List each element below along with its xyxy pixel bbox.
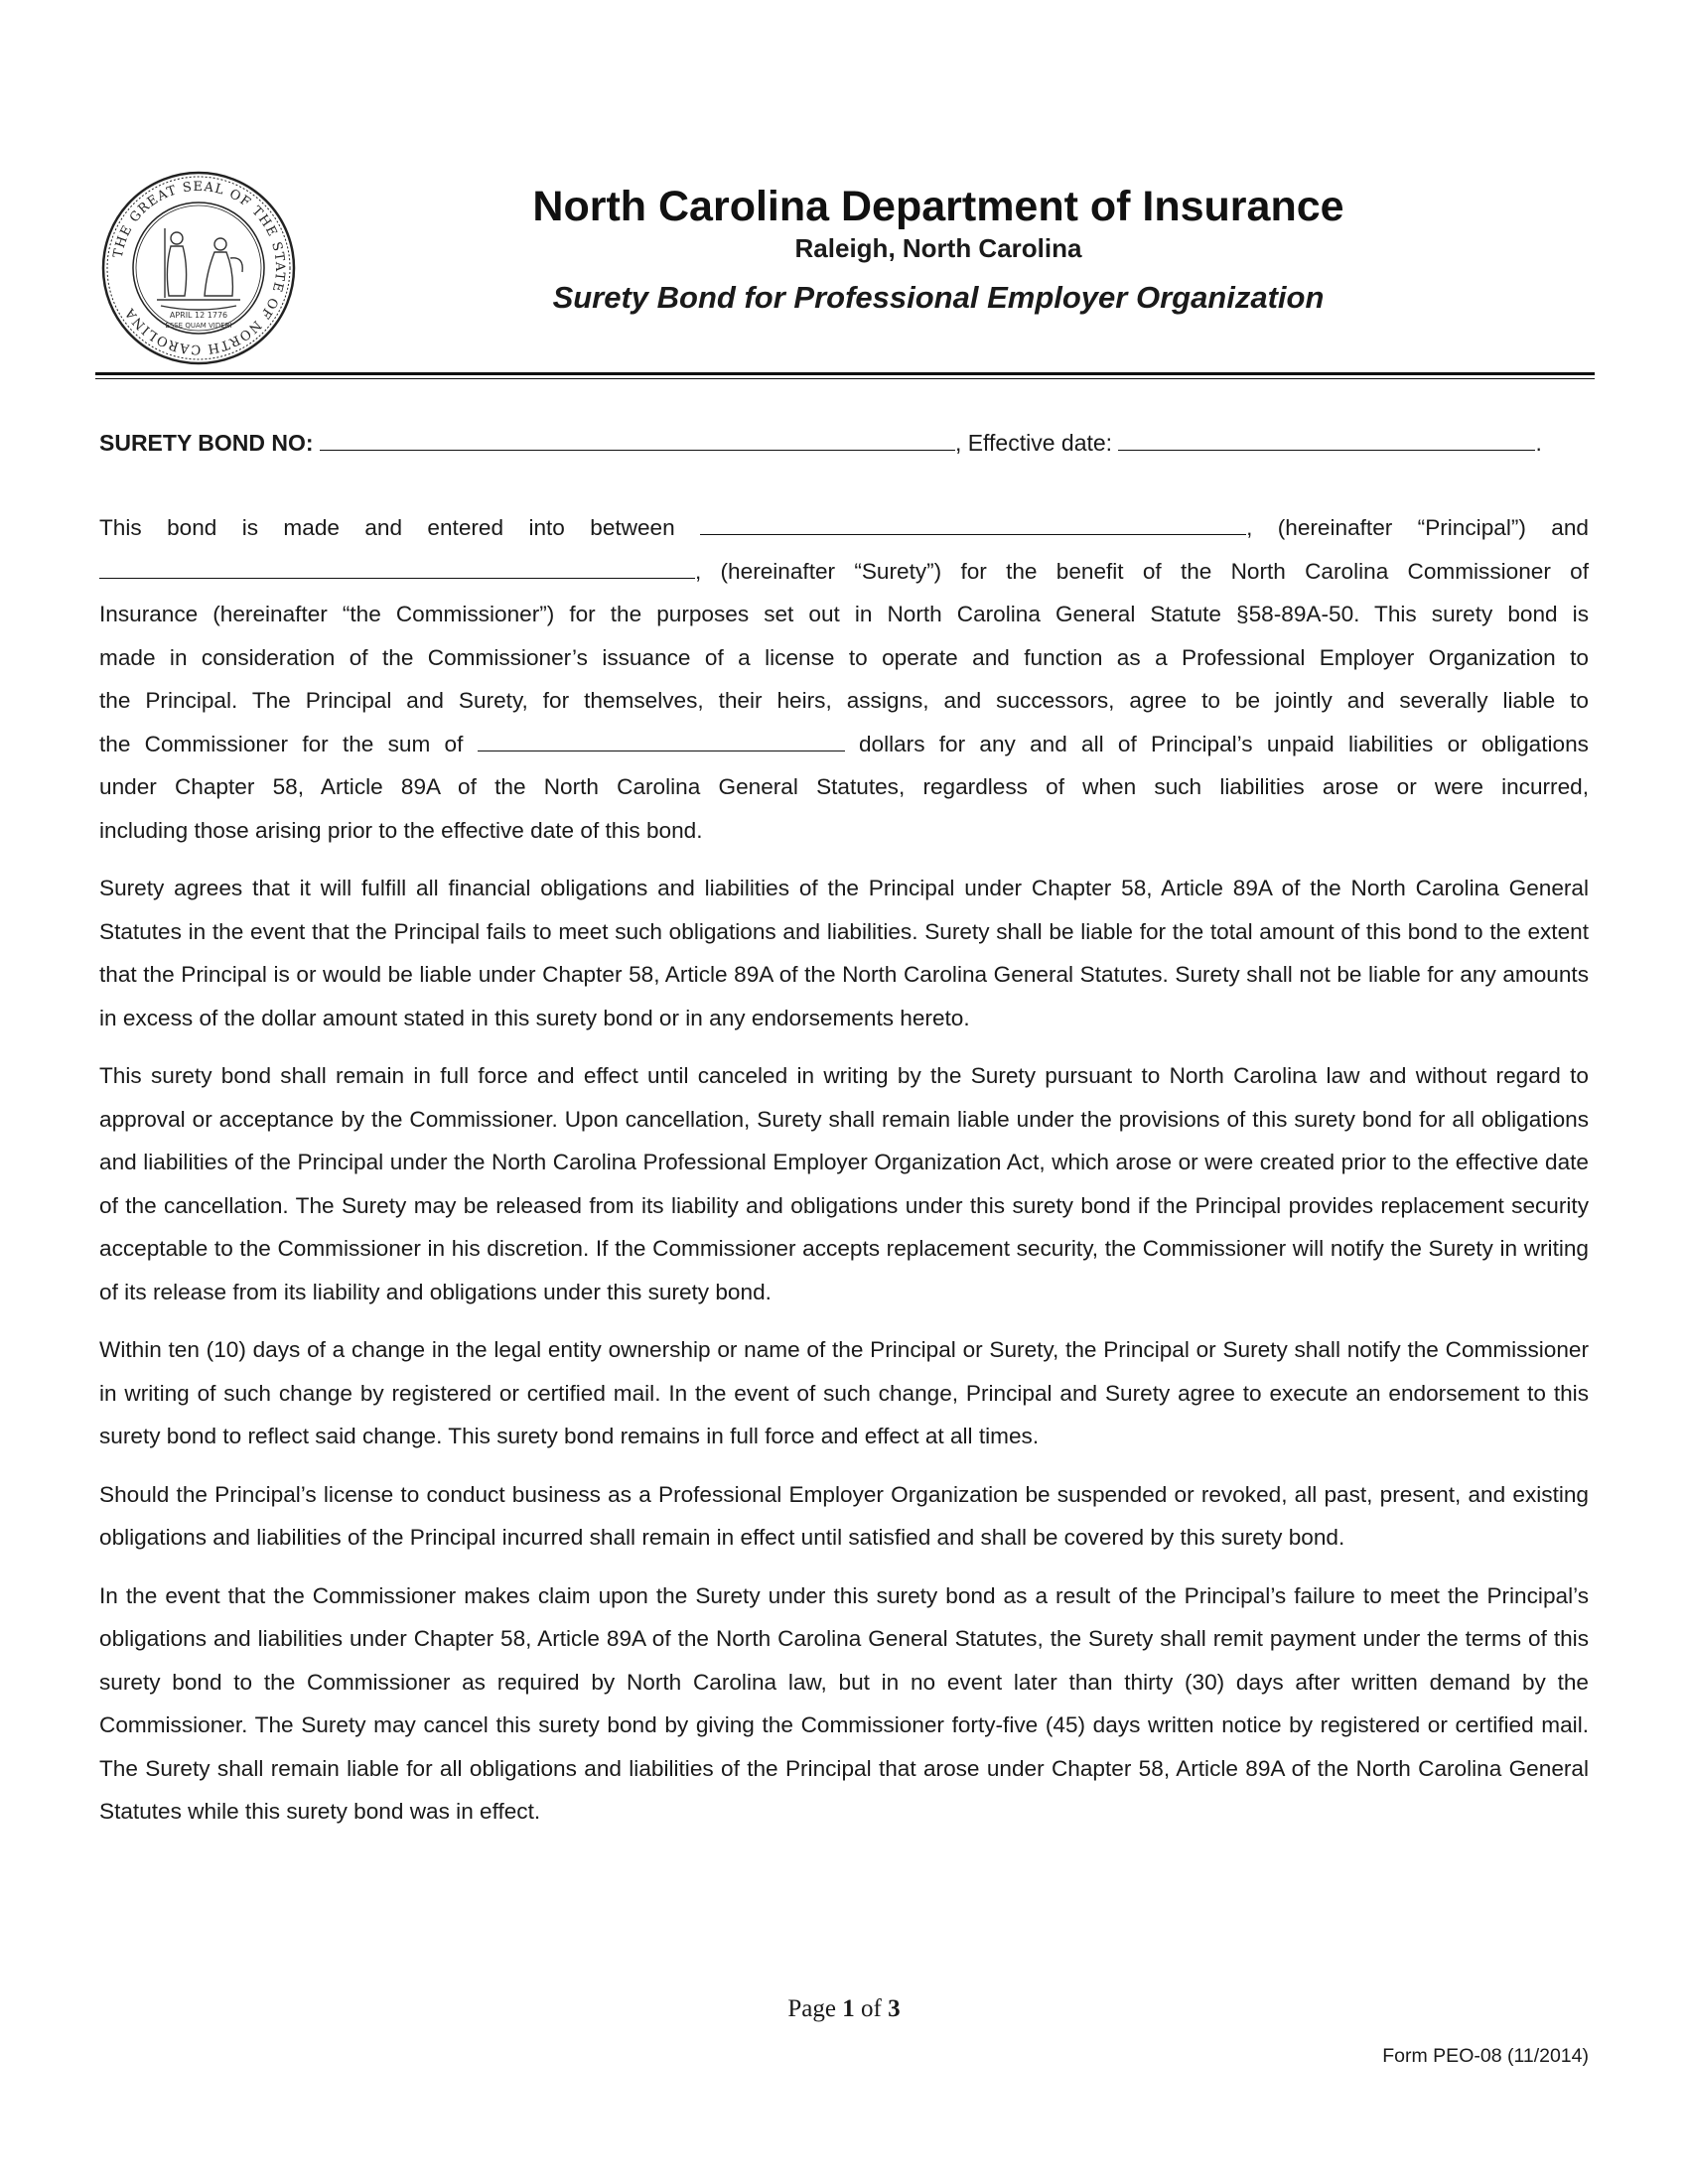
principal-name-field[interactable] <box>700 510 1246 535</box>
paragraph-cancellation: This surety bond shall remain in full force and effect until canceled in writing by the Surety pursuant to North Carolina law and without regard to approval or acceptance by the Commissioner. Upon cancellation, Surety shall remain liable under the provisions of this surety bond for all obligations and liabilities of the Principal under the North Carolina Professional Employer Organization Act, which arose or were created prior to the effective date of the cancellation. The Surety may be released from its liability and obligations under this surety bond if the Principal provides replacement security acceptable to the Commissioner in his discretion. If the Commissioner accepts replacement security, the Commissioner will notify the Surety in writing of its release from its liability and obligations under this surety bond. <box>99 1063 1589 1304</box>
text-line: Insurance (hereinafter “the Commissioner”) for the purposes set out in North Carolina General Statute §58-89A-50. This surety bond is <box>99 602 1589 626</box>
effective-date-field[interactable] <box>1118 426 1535 451</box>
page-current: 1 <box>842 1995 855 2022</box>
text-line: under Chapter 58, Article 89A of the North Carolina General Statutes, regardless of when such liabilities arose or were incurred, <box>99 774 1589 799</box>
paragraph-change-notice: Within ten (10) days of a change in the legal entity ownership or name of the Principal or Surety, the Principal or Surety shall notify the Commissioner in writing of such change by registered or certified mail. In the event of such change, Principal and Surety agree to execute an endorsement to this surety bond to reflect said change. This surety bond remains in full force and effect at all times. <box>99 1337 1589 1448</box>
page-number <box>0 1995 1688 2023</box>
svg-text:ESSE QUAM VIDERI: ESSE QUAM VIDERI <box>165 322 232 330</box>
bond-line-end: . <box>1535 430 1542 456</box>
bond-amount-field[interactable] <box>478 727 845 751</box>
department-location: Raleigh, North Carolina <box>794 233 1082 263</box>
text-line <box>99 506 1589 550</box>
text-line: including those arising prior to the effective date of this bond. <box>99 817 703 843</box>
text-line <box>99 723 1589 766</box>
surety-name-field[interactable] <box>99 554 695 579</box>
header-divider-thick <box>95 372 1595 375</box>
text-line: the Principal. The Principal and Surety, for themselves, their heirs, assigns, and successors, agree to be jointly and severally liable to <box>99 688 1589 713</box>
text-fragment: the Commissioner for the sum of <box>99 731 464 756</box>
page-total: 3 <box>888 1995 901 2022</box>
surety-bond-no-field[interactable] <box>320 426 955 451</box>
form-identifier: Form PEO-08 (11/2014) <box>1382 2045 1589 2067</box>
document-type-title: Surety Bond for Professional Employer Organization <box>552 280 1325 315</box>
text-line <box>99 550 1589 594</box>
page-of: of <box>861 1995 882 2022</box>
page-word: Page <box>787 1995 837 2022</box>
paragraph-parties <box>99 506 1589 852</box>
text-line: made in consideration of the Commissioner’s issuance of a license to operate and function as a Professional Employer Organization to <box>99 644 1589 670</box>
paragraph-license-revocation: Should the Principal’s license to conduct business as a Professional Employer Organization be suspended or revoked, all past, present, and existing obligations and liabilities of the Principal incurred shall remain in effect until satisfied and shall be covered by this surety bond. <box>99 1481 1589 1550</box>
text-fragment: dollars for any and all of Principal’s unpaid liabilities or obligations <box>858 731 1589 756</box>
document-header <box>328 181 1549 318</box>
effective-date-label: , Effective date: <box>954 430 1113 456</box>
header-divider-thin <box>95 378 1595 379</box>
text-fragment: , (hereinafter “Surety”) for the benefit of the North Carolina Commissioner of <box>695 558 1589 584</box>
svg-text:APRIL 12 1776: APRIL 12 1776 <box>169 311 228 320</box>
text-fragment: This bond is made and entered into between <box>99 515 675 540</box>
great-seal-of-north-carolina-logo <box>99 169 298 367</box>
paragraph-surety-obligations: Surety agrees that it will fulfill all financial obligations and liabilities of the Principal under Chapter 58, Article 89A of the North Carolina General Statutes in the event that the Principal fails to meet such obligations and liabilities. Surety shall be liable for the total amount of this bond to the extent that the Principal is or would be liable under Chapter 58, Article 89A of the North Carolina General Statutes. Surety shall not be liable for any amounts in excess of the dollar amount stated in this surety bond or in any endorsements hereto. <box>99 876 1589 1030</box>
department-title: North Carolina Department of Insurance <box>532 183 1344 230</box>
surety-bond-no-label: SURETY BOND NO: <box>99 430 314 456</box>
text-fragment: , (hereinafter “Principal”) and <box>1246 515 1589 540</box>
paragraph-claims: In the event that the Commissioner makes claim upon the Surety under this surety bond as a result of the Principal’s failure to meet the Principal’s obligations and liabilities under Chapter 58, Article 89A of the North Carolina General Statutes, the Surety shall remit payment under the terms of this surety bond to the Commissioner as required by North Carolina law, but in no event later than thirty (30) days after written demand by the Commissioner. The Surety may cancel this surety bond by giving the Commissioner forty-five (45) days written notice by registered or certified mail. The Surety shall remain liable for all obligations and liabilities of the Principal that arose under Chapter 58, Article 89A of the North Carolina General Statutes while this surety bond was in effect. <box>99 1582 1589 1824</box>
svg-text:THE GREAT SEAL OF THE STATE OF: THE GREAT SEAL OF THE STATE OF NORTH CAROLINA <box>110 179 288 357</box>
bond-body-text <box>99 506 1589 1848</box>
bond-number-line <box>99 423 1589 463</box>
